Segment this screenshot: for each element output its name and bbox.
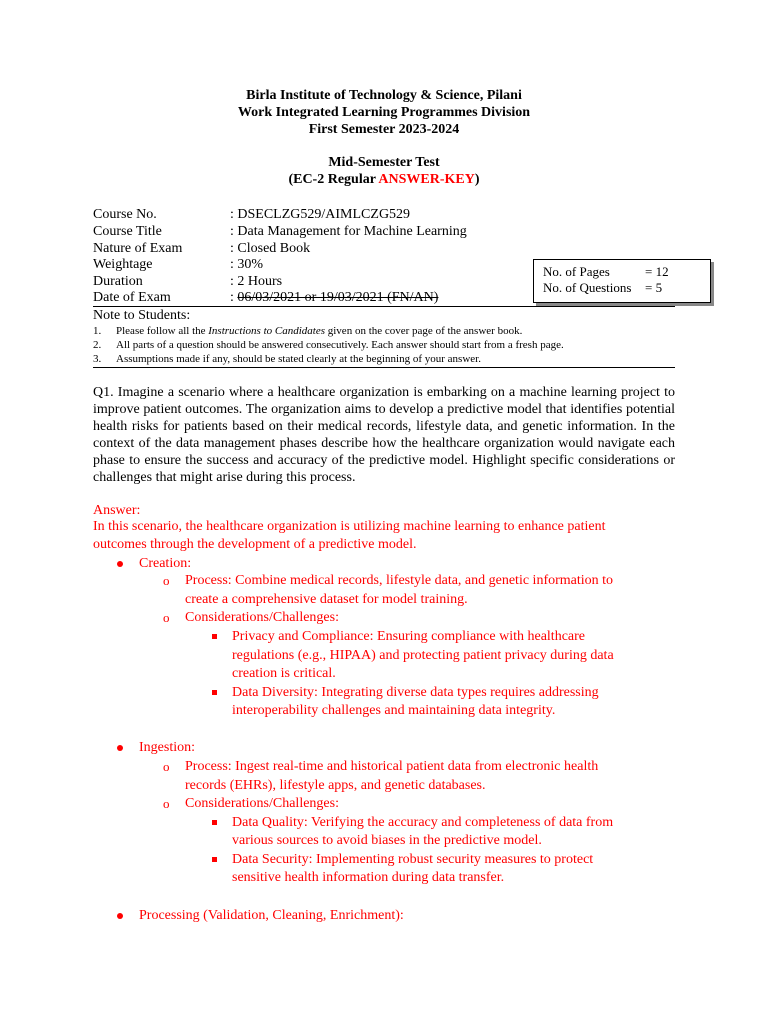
ingestion-challenge-line: sensitive health information during data transfer. [232, 870, 505, 885]
test-title: Mid-Semester Test [328, 155, 440, 170]
info-label: Date of Exam [93, 290, 171, 305]
note-text: All parts of a question should be answered consecutively. Each answer should start from a fresh page. [116, 339, 564, 351]
exam-date-struck: 06/03/2021 or 19/03/2021 (FN/AN) [237, 290, 439, 305]
ingestion-challenge-line: Data Quality: Verifying the accuracy and completeness of data from [232, 815, 614, 830]
note-text-pre: Please follow all the [116, 325, 209, 337]
regular-suffix: ) [474, 172, 480, 187]
answer-intro-line: outcomes through the development of a predictive model. [93, 537, 417, 552]
circle-bullet-icon: o [163, 610, 170, 625]
note-number: 2. [93, 339, 102, 351]
ingestion-challenge-line: Data Security: Implementing robust security measures to protect [232, 852, 594, 867]
pages-value: = 12 [645, 264, 669, 279]
note-number: 3. [93, 353, 102, 365]
note-text-emphasis: Instructions to Candidates [208, 325, 325, 337]
square-bullet-icon [212, 634, 217, 639]
creation-challenge-line: regulations (e.g., HIPAA) and protecting patient privacy during data [232, 648, 614, 663]
creation-process-line: Process: Combine medical records, lifestyle data, and genetic information to [185, 573, 614, 588]
info-value [230, 289, 438, 306]
note-text [116, 324, 522, 338]
info-value: : Closed Book [230, 241, 311, 256]
questions-value: = 5 [645, 280, 663, 295]
bullet-icon [117, 745, 123, 751]
info-label: Weightage [93, 257, 153, 272]
square-bullet-icon [212, 857, 217, 862]
creation-considerations: Considerations/Challenges: [185, 610, 339, 625]
note-text: Assumptions made if any, should be stated clearly at the beginning of your answer. [116, 353, 481, 365]
answer-label: Answer: [93, 503, 141, 518]
info-label: Course Title [93, 224, 162, 239]
divider [93, 367, 675, 368]
info-label: Course No. [93, 207, 157, 222]
info-value: : DSECLZG529/AIMLCZG529 [230, 207, 411, 222]
info-value: : Data Management for Machine Learning [230, 224, 467, 239]
circle-bullet-icon: o [163, 573, 170, 588]
divider [93, 306, 675, 307]
info-value: : 30% [230, 257, 264, 272]
notes-title: Note to Students: [93, 308, 191, 323]
bullet-icon [117, 561, 123, 567]
note-text-post: given on the cover page of the answer book. [325, 325, 523, 337]
answer-key-label: ANSWER-KEY [378, 172, 475, 187]
questions-label: No. of Questions [543, 280, 632, 295]
creation-challenge-line: creation is critical. [232, 666, 336, 681]
circle-bullet-icon: o [163, 796, 170, 811]
ingestion-process-line: records (EHRs), lifestyle apps, and genetic databases. [185, 778, 486, 793]
answer-intro-line: In this scenario, the healthcare organization is utilizing machine learning to enhance patient [93, 519, 606, 534]
info-label: Duration [93, 274, 143, 289]
pages-box [533, 259, 711, 303]
ingestion-process-line: Process: Ingest real-time and historical patient data from electronic health [185, 759, 599, 774]
bullet-icon [117, 913, 123, 919]
creation-challenge-line: Privacy and Compliance: Ensuring compliance with healthcare [232, 629, 585, 644]
section-title-creation: Creation: [139, 556, 192, 571]
regular-prefix: (EC-2 Regular [288, 172, 379, 187]
ingestion-considerations: Considerations/Challenges: [185, 796, 339, 811]
section-title-processing: Processing (Validation, Cleaning, Enrichment): [139, 908, 404, 923]
section-title-ingestion: Ingestion: [139, 740, 195, 755]
question-text: Q1. Imagine a scenario where a healthcare organization is embarking on a machine learning project to improve patient outcomes. The organization aims to develop a predictive model that identifies potential health risks for patients based on their medical records, lifestyle data, and genetic information. In the context of the data management phases describe how the healthcare organization would navigate each phase to ensure the success and accuracy of the predictive model. Highlight specific considerations or challenges that might arise during this process. [93, 385, 675, 485]
pages-label: No. of Pages [543, 264, 610, 279]
circle-bullet-icon: o [163, 759, 170, 774]
test-subtitle [0, 172, 768, 188]
institute-name: Birla Institute of Technology & Science, Pilani [246, 88, 522, 103]
creation-process-line: create a comprehensive dataset for model training. [185, 592, 468, 607]
ingestion-challenge-line: various sources to avoid biases in the predictive model. [232, 833, 542, 848]
square-bullet-icon [212, 820, 217, 825]
square-bullet-icon [212, 690, 217, 695]
note-number: 1. [93, 325, 102, 337]
date-prefix: : [230, 290, 238, 305]
info-label: Nature of Exam [93, 241, 183, 256]
info-value: : 2 Hours [230, 274, 283, 289]
creation-challenge-line: interoperability challenges and maintaining data integrity. [232, 703, 556, 718]
creation-challenge-line: Data Diversity: Integrating diverse data types requires addressing [232, 685, 599, 700]
division-name: Work Integrated Learning Programmes Division [237, 105, 531, 120]
semester: First Semester 2023-2024 [308, 122, 460, 137]
